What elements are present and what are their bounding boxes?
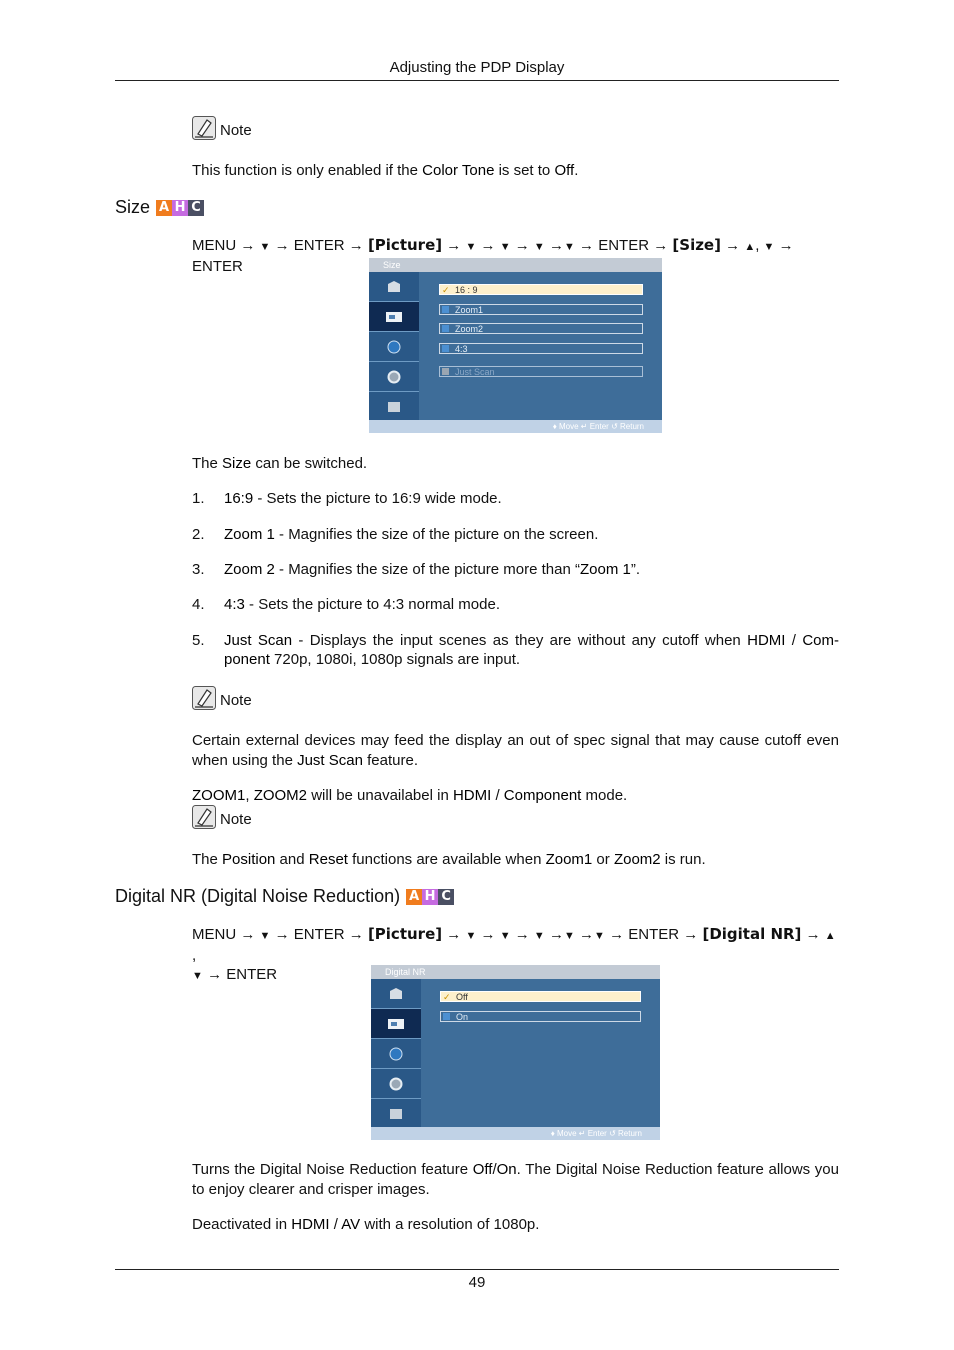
osd-title: Size — [369, 258, 662, 272]
osd-picture-icon — [371, 1009, 421, 1039]
size-heading-text: Size — [115, 197, 151, 217]
osd-title: Digital NR — [371, 965, 660, 979]
size-menu-path: MENU → ▼ → ENTER → [Picture] → ▼ → ▼ → ▼ →▼ → ENTER → [Size] → ▲, ▼ → ENTER — [192, 236, 794, 275]
note-1-text: This function is only enabled if the Color Tone is set to Off. — [192, 162, 579, 179]
osd-option-off: ✓ Off — [440, 991, 641, 1002]
zoom-availability: ZOOM1, ZOOM2 will be unavailabel in HDMI / Component mode. — [192, 787, 628, 804]
osd-option-zoom2: Zoom2 — [439, 323, 643, 334]
digital-nr-heading-text: Digital NR (Digital Noise Reduction) — [115, 886, 401, 906]
size-osd-screenshot — [369, 258, 662, 433]
page-number: 49 — [468, 1274, 486, 1291]
osd-setup-icon — [369, 362, 419, 392]
note-icon — [192, 116, 216, 140]
note-3-text: The Position and Reset functions are available when Zoom1 or Zoom2 is run. — [192, 851, 706, 868]
note-block — [192, 686, 252, 710]
header-rule — [115, 80, 839, 81]
osd-sound-icon — [369, 332, 419, 362]
page-header: Adjusting the PDP Display — [389, 59, 565, 76]
footer-rule — [115, 1269, 839, 1270]
osd-support-icon — [371, 1099, 421, 1129]
osd-bottom-bar: ♦ Move ↵ Enter ↺ Return — [369, 420, 662, 433]
digital-nr-heading — [115, 886, 454, 907]
osd-sound-icon — [371, 1039, 421, 1069]
osd-option-4-3: 4:3 — [439, 343, 643, 354]
note-icon — [192, 805, 216, 829]
size-intro: The Size can be switched. — [192, 455, 368, 472]
digital-nr-osd-screenshot — [371, 965, 660, 1140]
note-label: Note — [220, 692, 252, 709]
osd-input-icon — [369, 272, 419, 302]
osd-picture-icon — [369, 302, 419, 332]
digital-nr-deactivated: Deactivated in HDMI / AV with a resolution of 1080p. — [192, 1216, 540, 1233]
osd-setup-icon — [371, 1069, 421, 1099]
ahc-badge: A H C — [156, 200, 204, 216]
note-block — [192, 805, 252, 829]
note-label: Note — [220, 122, 252, 139]
osd-input-icon — [371, 979, 421, 1009]
osd-option-zoom1: Zoom1 — [439, 304, 643, 315]
note-2-text: Certain external devices may feed the display an out of spec signal that may cause cutoff even when using the Just Scan feature. — [192, 732, 839, 769]
note-block — [192, 116, 252, 140]
note-label: Note — [220, 811, 252, 828]
osd-option-16-9: ✓ 16 : 9 — [439, 284, 643, 295]
note-icon — [192, 686, 216, 710]
size-heading — [115, 197, 204, 218]
osd-option-on: On — [440, 1011, 641, 1022]
digital-nr-menu-path: MENU → ▼ → ENTER → [Picture] → ▼ → ▼ → ▼ →▼ →▼ → ENTER → [Digital NR] → ▲ , ▼ → ENTER — [192, 925, 836, 983]
digital-nr-description: Turns the Digital Noise Reduction feature Off/On. The Digital Noise Reduction feature allows you to enjoy clearer and crisper images. — [192, 1161, 839, 1198]
osd-sidebar — [369, 272, 419, 420]
ahc-badge: A H C — [406, 889, 454, 905]
osd-bottom-bar: ♦ Move ↵ Enter ↺ Return — [371, 1127, 660, 1140]
osd-option-just-scan: Just Scan — [439, 366, 643, 377]
osd-sidebar — [371, 979, 421, 1127]
osd-support-icon — [369, 392, 419, 422]
